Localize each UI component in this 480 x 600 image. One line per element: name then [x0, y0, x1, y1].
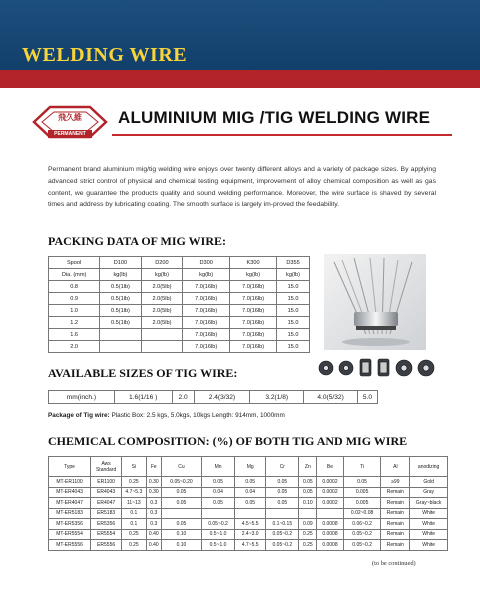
table-header-cell: Type [49, 457, 91, 477]
table-cell [141, 341, 183, 353]
table-cell: 0.05 [162, 519, 202, 530]
table-cell: Remain [381, 540, 410, 551]
table-cell: D355 [277, 257, 310, 269]
table-cell: 15.0 [277, 281, 310, 293]
table-row [49, 498, 448, 509]
table-cell: 7.0(16lb) [230, 305, 277, 317]
table-cell: 0.40 [146, 540, 162, 551]
table-header-cell: Al [381, 457, 410, 477]
table-cell: Gold [410, 477, 448, 488]
table-cell: 0.06~0.2 [343, 519, 381, 530]
table-header-cell: Ti [343, 457, 381, 477]
table-cell: 0.10 [299, 498, 317, 509]
table-row [49, 540, 448, 551]
table-cell: 0.5~1.0 [201, 540, 234, 551]
table-cell: 2.0(5lb) [141, 317, 183, 329]
table-cell: 7.0(16lb) [183, 305, 230, 317]
table-cell: 0.09 [299, 519, 317, 530]
table-cell: 0.25 [299, 529, 317, 540]
chemical-table [48, 456, 448, 551]
table-cell: 0.005 [343, 498, 381, 509]
table-cell: 0.10 [162, 540, 202, 551]
table-row [49, 305, 310, 317]
table-cell: K300 [230, 257, 277, 269]
table-cell [100, 341, 142, 353]
table-cell: 15.0 [277, 305, 310, 317]
table-cell: D100 [100, 257, 142, 269]
table-cell: 0.05 [266, 487, 299, 498]
table-cell: 0.05~0.2 [343, 540, 381, 551]
table-header-cell: Si [122, 457, 146, 477]
packing-table [48, 256, 310, 353]
table-cell: kg(lb) [100, 269, 142, 281]
table-cell: 0.3 [146, 508, 162, 519]
table-cell: 0.5(1lb) [100, 293, 142, 305]
table-cell: 0.0002 [317, 477, 344, 488]
table-cell: ER4047 [91, 498, 122, 509]
table-cell: Remain [381, 519, 410, 530]
table-cell: ER5554 [91, 529, 122, 540]
table-row [49, 317, 310, 329]
table-cell: 0.05~0.2 [343, 529, 381, 540]
table-cell: MT-ER5556 [49, 540, 91, 551]
table-cell: 7.0(16lb) [183, 317, 230, 329]
table-header-cell: Cr [266, 457, 299, 477]
table-cell: 4.7~5.3 [122, 487, 146, 498]
table-cell: White [410, 519, 448, 530]
table-cell: 0.30 [146, 487, 162, 498]
table-cell: 0.3 [146, 519, 162, 530]
table-cell: 2.0(5lb) [141, 305, 183, 317]
table-cell: 0.05~0.2 [266, 529, 299, 540]
table-cell: Remain [381, 498, 410, 509]
table-cell: 2.0(5lb) [141, 293, 183, 305]
table-cell: 0.05~0.2 [201, 519, 234, 530]
table-cell: 0.05 [162, 487, 202, 498]
table-cell: 0.40 [146, 529, 162, 540]
table-cell: 0.8 [49, 281, 100, 293]
table-header-cell: Fe [146, 457, 162, 477]
table-cell: kg(lb) [230, 269, 277, 281]
table-cell: 1.6(1/16 ) [114, 391, 172, 404]
table-cell: 0.05 [201, 477, 234, 488]
table-cell: 7.0(16lb) [230, 281, 277, 293]
table-cell: 2.4~3.0 [235, 529, 266, 540]
table-cell: 0.02~0.08 [343, 508, 381, 519]
table-cell: Gray~black [410, 498, 448, 509]
table-cell: 7.0(16lb) [183, 341, 230, 353]
table-row [49, 257, 310, 269]
table-cell: White [410, 540, 448, 551]
table-cell: MT-ER5356 [49, 519, 91, 530]
table-cell: MT-ER5554 [49, 529, 91, 540]
table-cell: 0.005 [343, 487, 381, 498]
tig-package-info [48, 412, 285, 419]
table-cell: 0.1 [122, 508, 146, 519]
table-cell: kg(lb) [183, 269, 230, 281]
table-cell: 0.04 [235, 487, 266, 498]
tig-package-label: Package of Tig wire: [48, 412, 110, 419]
table-row [49, 508, 448, 519]
table-cell [317, 508, 344, 519]
table-cell: 0.04 [201, 487, 234, 498]
table-cell: 0.1~0.15 [266, 519, 299, 530]
table-cell: 0.05 [266, 477, 299, 488]
table-row [49, 391, 378, 404]
table-cell: 0.05 [201, 498, 234, 509]
table-row [49, 477, 448, 488]
table-cell: kg(lb) [141, 269, 183, 281]
table-cell: mm(inch.) [49, 391, 115, 404]
table-cell: MT-ER5183 [49, 508, 91, 519]
table-cell: 0.25 [299, 540, 317, 551]
table-cell: 0.05 [162, 498, 202, 509]
table-cell: 15.0 [277, 317, 310, 329]
table-cell: Dia. (mm) [49, 269, 100, 281]
table-cell: 7.0(16lb) [183, 329, 230, 341]
table-cell: 3.2(1/8) [250, 391, 304, 404]
table-cell: 0.05~0.20 [162, 477, 202, 488]
table-cell: 15.0 [277, 329, 310, 341]
table-cell: Remain [381, 487, 410, 498]
table-cell [141, 329, 183, 341]
table-cell: 7.0(16lb) [230, 293, 277, 305]
table-cell: 0.0008 [317, 519, 344, 530]
table-cell: 7.0(16lb) [230, 317, 277, 329]
logo-chinese-text: 飛久維 [58, 113, 82, 122]
table-cell: Gray [410, 487, 448, 498]
title-rule [112, 134, 452, 136]
table-cell: 5.0 [358, 391, 378, 404]
table-cell: 2.0 [49, 341, 100, 353]
table-row [49, 293, 310, 305]
table-cell [201, 508, 234, 519]
table-row [49, 519, 448, 530]
table-cell: 0.05 [343, 477, 381, 488]
table-cell: 2.0(5lb) [141, 281, 183, 293]
tig-wire-rods-image [324, 254, 426, 350]
packing-heading: PACKING DATA OF MIG WIRE: [48, 234, 227, 248]
table-cell: 0.05 [299, 477, 317, 488]
table-cell: 0.9 [49, 293, 100, 305]
table-cell: kg(lb) [277, 269, 310, 281]
table-header-cell: anodizing [410, 457, 448, 477]
table-cell: White [410, 529, 448, 540]
table-cell: ER4043 [91, 487, 122, 498]
table-cell: 1.6 [49, 329, 100, 341]
table-header-row [49, 457, 448, 477]
table-cell: MT-ER4047 [49, 498, 91, 509]
table-header-cell: Mn [201, 457, 234, 477]
table-cell [100, 329, 142, 341]
tig-sizes-heading: AVAILABLE SIZES OF TIG WIRE: [48, 366, 238, 380]
spool-images [318, 356, 438, 378]
table-cell: 0.5~1.0 [201, 529, 234, 540]
table-cell: 0.05 [235, 477, 266, 488]
table-cell: Spool [49, 257, 100, 269]
table-cell: 2.0 [172, 391, 194, 404]
intro-paragraph: Permanent brand aluminium mig/tig welding wire enjoys over twenty different alloys and a variety of package sizes. By applying advanced strict control of physical and chemical testing equipment, improvement of alloy chemical composition as well as gas content, we guarantee the products quality and sound welding performance. Moreover, the wire surface is shaved by several times and address by lubricating coating. The smooth surface is largely im-proved the feedability. [48, 166, 436, 209]
table-cell: 1.2 [49, 317, 100, 329]
table-row [49, 329, 310, 341]
table-cell: 7.0(16lb) [230, 329, 277, 341]
table-cell [162, 508, 202, 519]
tig-package-text: Plastic Box: 2.5 kgs, 5.0kgs, 10kgs Length: 914mm, 1000mm [109, 412, 285, 419]
table-cell: 0.05 [235, 498, 266, 509]
table-header-cell: Aws Standard [91, 457, 122, 477]
table-cell: 1.0 [49, 305, 100, 317]
table-cell: 0.0002 [317, 487, 344, 498]
table-cell: D200 [141, 257, 183, 269]
table-cell: MT-ER4043 [49, 487, 91, 498]
table-header-cell: Be [317, 457, 344, 477]
main-title: ALUMINIUM MIG /TIG WELDING WIRE [118, 108, 431, 127]
chemical-heading: CHEMICAL COMPOSITION: (%) OF BOTH TIG AND MIG WIRE [48, 434, 408, 448]
table-cell: 0.5(1lb) [100, 305, 142, 317]
table-cell: 0.30 [146, 477, 162, 488]
table-row [49, 341, 310, 353]
table-cell: 2.4(3/32) [194, 391, 250, 404]
logo-caption: PERMANENT [48, 130, 92, 138]
header-band [0, 0, 480, 88]
table-cell: ER1100 [91, 477, 122, 488]
table-cell: D300 [183, 257, 230, 269]
table-cell: 0.05 [266, 498, 299, 509]
table-row [49, 487, 448, 498]
table-cell: 7.0(16lb) [230, 341, 277, 353]
table-cell: 11~13 [122, 498, 146, 509]
table-cell: 0.05 [299, 487, 317, 498]
table-cell: 15.0 [277, 293, 310, 305]
table-cell: 0.5(1lb) [100, 281, 142, 293]
table-cell [235, 508, 266, 519]
table-cell: 0.0008 [317, 540, 344, 551]
table-cell: White [410, 508, 448, 519]
table-cell: 0.25 [122, 540, 146, 551]
header-red-stripe [0, 70, 480, 88]
table-row [49, 529, 448, 540]
table-cell: 4.0(5/32) [304, 391, 358, 404]
table-cell: 0.1 [122, 519, 146, 530]
table-cell [266, 508, 299, 519]
table-cell: 0.3 [146, 498, 162, 509]
table-cell: MT-ER1100 [49, 477, 91, 488]
table-cell: Remain [381, 529, 410, 540]
table-header-cell: Mg [235, 457, 266, 477]
table-cell: 0.05~0.2 [266, 540, 299, 551]
table-cell: ER5183 [91, 508, 122, 519]
table-cell: 7.0(16lb) [183, 281, 230, 293]
tig-sizes-table [48, 390, 378, 404]
table-header-cell: Zn [299, 457, 317, 477]
table-cell: ER5356 [91, 519, 122, 530]
continued-note: (to be continued) [372, 560, 416, 567]
table-cell: 15.0 [277, 341, 310, 353]
table-cell: 4.7~5.5 [235, 540, 266, 551]
table-row [49, 281, 310, 293]
table-header-cell: Cu [162, 457, 202, 477]
table-cell: 0.0002 [317, 498, 344, 509]
table-row [49, 269, 310, 281]
table-cell: 0.25 [122, 529, 146, 540]
table-cell: Remain [381, 508, 410, 519]
table-cell: 7.0(16lb) [183, 293, 230, 305]
table-cell [299, 508, 317, 519]
table-cell: 0.25 [122, 477, 146, 488]
table-cell: 0.5(1lb) [100, 317, 142, 329]
table-cell: 0.10 [162, 529, 202, 540]
table-cell: 4.5~5.5 [235, 519, 266, 530]
table-cell: 0.0008 [317, 529, 344, 540]
table-cell: ER5556 [91, 540, 122, 551]
table-cell: ≥99 [381, 477, 410, 488]
page-header-title: WELDING WIRE [22, 44, 188, 66]
